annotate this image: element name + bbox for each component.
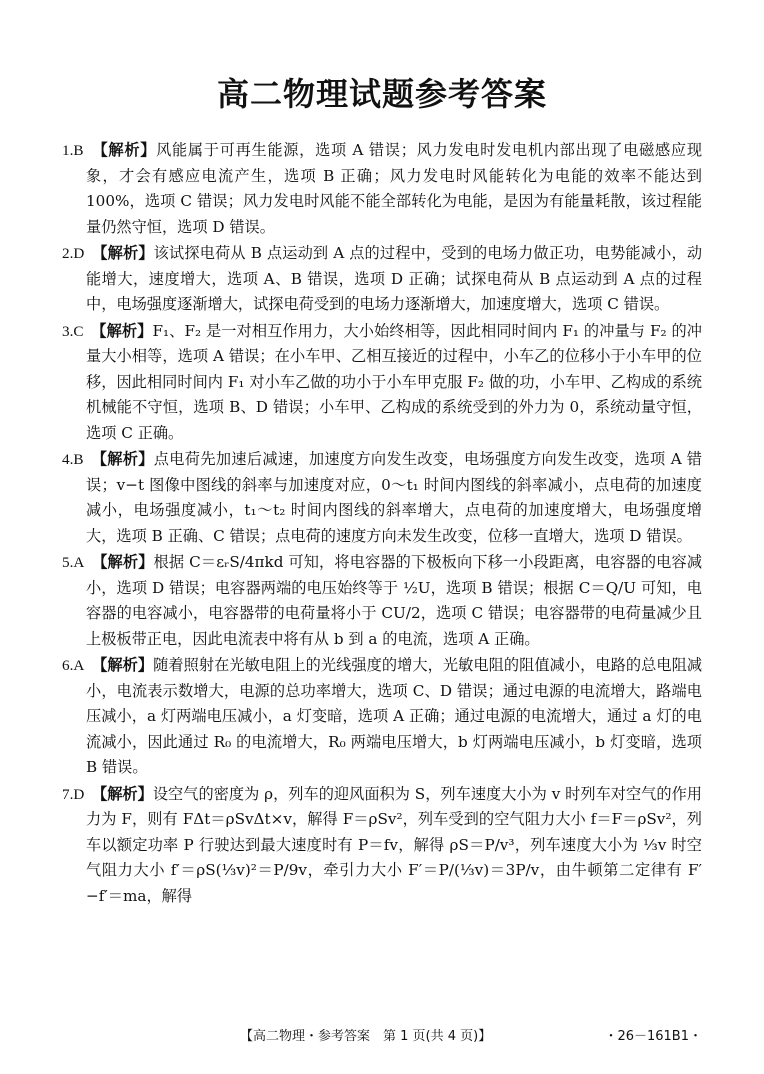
analysis-tag: 【解析】 <box>99 244 154 262</box>
answer-item <box>62 653 702 781</box>
answer-text: 设空气的密度为 ρ，列车的迎风面积为 S，列车速度大小为 v 时列车对空气的作用力为 F，则有 FΔt＝ρSvΔt×v，解得 F＝ρSv²，列车受到的空气阻力大小 f＝F＝ρSv²，列车以额定功率 P 行驶达到最大速度时有 P＝fv，解得 ρS＝P/v³，列车速度大小为 ⅓v 时空气阻力大小 f′＝ρS(⅓v)²＝P/9v，牵引力大小 F′＝P/(⅓v)＝3P/v，由牛顿第二定律有 F′−f′＝ma，解得 <box>86 784 702 905</box>
answer-number: 3.C <box>62 322 84 340</box>
analysis-tag: 【解析】 <box>100 141 157 159</box>
footer-code: ・26－161B1・ <box>604 1029 702 1044</box>
answer-item <box>62 550 702 652</box>
answer-number: 7.D <box>62 785 85 803</box>
answer-list <box>62 138 702 910</box>
answer-text: 随着照射在光敏电阻上的光线强度的增大，光敏电阻的阻值减小，电路的总电阻减小，电流表示数增大，电源的总功率增大，选项 C、D 错误；通过电源的电流增大，路端电压减小，a 灯两端电压减小，a 灯变暗，选项 A 正确；通过电源的电流增大，通过 a 灯的电流减小，因此通过 R₀ 的电流增大，R₀ 两端电压增大，b 灯两端电压减小，b 灯变暗，选项 B 错误。 <box>86 656 703 776</box>
analysis-tag: 【解析】 <box>99 656 154 674</box>
answer-item <box>62 782 702 910</box>
answer-text: 该试探电荷从 B 点运动到 A 点的过程中，受到的电场力做正功，电势能减小，动能增大，速度增大，选项 A、B 错误，选项 D 正确；试探电荷从 B 点运动到 A 点的过程中，电场强度逐渐增大，试探电荷受到的电场力逐渐增大，加速度增大，选项 C 错误。 <box>86 244 703 313</box>
answer-number: 5.A <box>62 554 85 571</box>
answer-number: 6.A <box>62 657 85 674</box>
answer-item <box>62 241 702 318</box>
analysis-tag: 【解析】 <box>99 784 153 803</box>
footer-page-info: 【高二物理・参考答案 第 1 页(共 4 页)】 <box>240 1029 492 1044</box>
page-title: 高二物理试题参考答案 <box>216 75 547 113</box>
analysis-tag: 【解析】 <box>98 321 153 340</box>
page-footer <box>0 1025 764 1049</box>
answer-item <box>62 447 702 549</box>
answer-number: 1.B <box>62 142 84 159</box>
answer-text: 根据 C＝εᵣS/4πkd 可知，将电容器的下极板向下移一小段距离，电容器的电容减小，选项 D 错误；电容器两端的电压始终等于 ½U，选项 B 错误；根据 C＝Q/U 可知，电容器的电容减小，电容器带的电荷量将小于 CU/2，选项 C 错误；电容器带的电荷量减少且上极板带正电，因此电流表中将有从 b 到 a 的电流，选项 A 正确。 <box>86 553 703 648</box>
analysis-tag: 【解析】 <box>99 450 154 468</box>
answer-item <box>62 319 702 447</box>
analysis-tag: 【解析】 <box>99 553 154 571</box>
answer-text: F₁、F₂ 是一对相互作用力，大小始终相等，因此相同时间内 F₁ 的冲量与 F₂ 的冲量大小相等，选项 A 错误；在小车甲、乙相互接近的过程中，小车乙的位移小于小车甲的位移，因此相同时间内 F₁ 对小车乙做的功小于小车甲克服 F₂ 做的功，小车甲、乙构成的系统机械能不守恒，选项 B、D 错误；小车甲、乙构成的系统受到的外力为 0，系统动量守恒，选项 C 正确。 <box>86 321 702 442</box>
answer-number: 2.D <box>62 245 85 262</box>
answer-text: 点电荷先加速后减速，加速度方向发生改变，电场强度方向发生改变，选项 A 错误；v−t 图像中图线的斜率与加速度对应，0～t₁ 时间内图线的斜率减小，点电荷的加速度减小，电场强度减小，t₁～t₂ 时间内图线的斜率增大，点电荷的加速度增大，电场强度增大，选项 B 正确、C 错误；点电荷的速度方向未发生改变，位移一直增大，选项 D 错误。 <box>86 450 702 545</box>
answer-item <box>62 138 702 240</box>
answer-text: 风能属于可再生能源，选项 A 错误；风力发电时发电机内部出现了电磁感应现象，才会有感应电流产生，选项 B 正确；风力发电时风能转化为电能的效率不能达到 100%，选项 C 错误；风力发电时风能不能全部转化为电能，是因为有能量耗散，该过程能量仍然守恒，选项 D 错误。 <box>86 141 703 236</box>
answer-number: 4.B <box>62 451 84 468</box>
